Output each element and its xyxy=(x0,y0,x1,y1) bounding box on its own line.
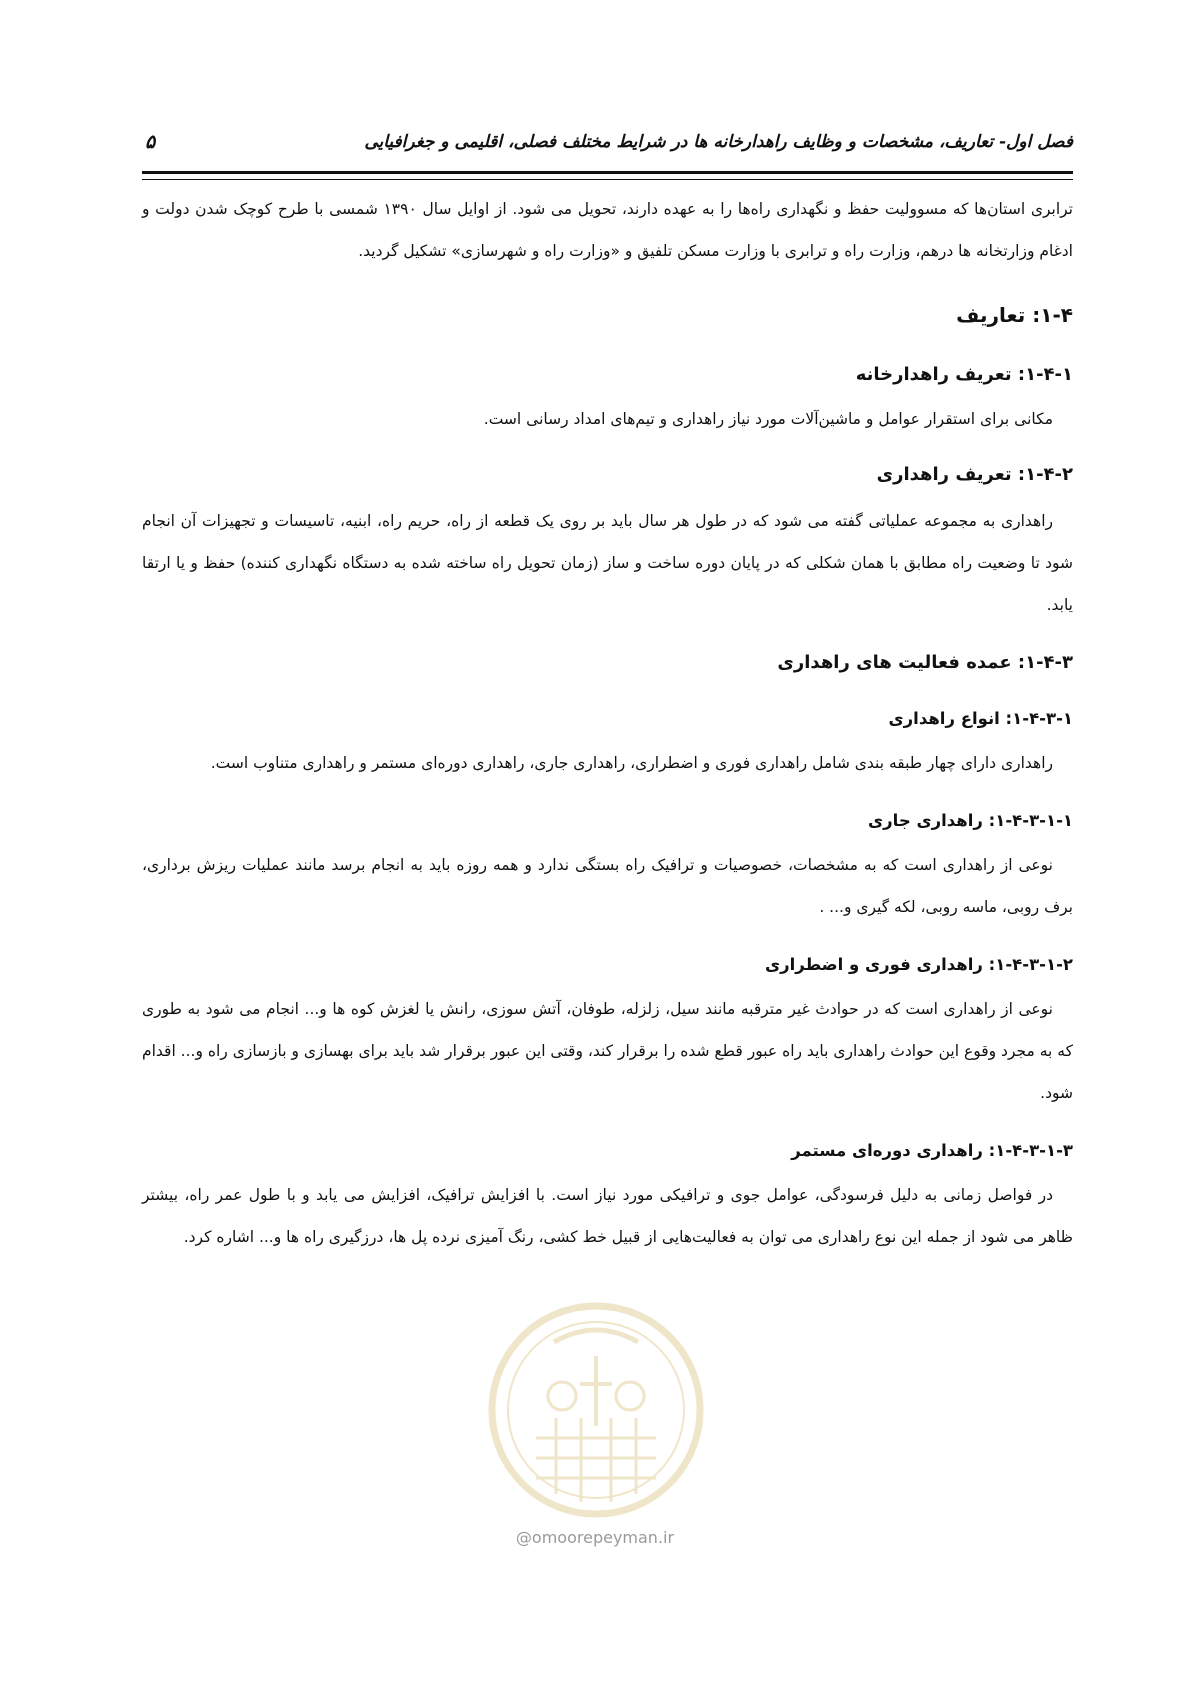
intro-paragraph: ترابری استان‌ها که مسوولیت حفظ و نگهداری راه‌ها را به عهده دارند، تحویل می شود. از اوایل سال ۱۳۹۰ شمسی با طرح کوچک شدن دولت و ادغام وزارتخانه ها درهم، وزارت راه و ترابری با وزارت مسکن تلفیق و «وزارت راه و شهرسازی» تشکیل گردید. xyxy=(142,200,1073,260)
heading-current-maintenance: ۱-۴-۳-۱-۱: راهداری جاری xyxy=(868,811,1073,830)
heading-definitions: ۱-۴: تعاریف xyxy=(956,303,1073,327)
running-header xyxy=(145,128,1073,162)
paragraph-periodic-maintenance: در فواصل زمانی به دلیل فرسودگی، عوامل جوی و ترافیکی مورد نیاز است. با افزایش ترافیک، افزایش می یابد و با طول عمر راه، بیشتر ظاهر می شود از جمله این نوع راهداری می توان به فعالیت‌هایی از قبیل خط کشی، رنگ آمیزی نرده پل ها، درزگیری راه ها و... اشاره کرد. xyxy=(142,1186,1073,1246)
heading-main-activities: ۱-۴-۳: عمده فعالیت های راهداری xyxy=(777,652,1073,673)
header-rule-thin xyxy=(142,179,1073,180)
heading-periodic-maintenance: ۱-۴-۳-۱-۳: راهداری دوره‌ای مستمر xyxy=(791,1141,1073,1160)
heading-rahdarkhaneh-definition: ۱-۴-۱: تعریف راهدارخانه xyxy=(855,364,1073,385)
page-number: ۵ xyxy=(145,131,156,153)
page-content xyxy=(142,188,1073,1258)
heading-rahdari-definition: ۱-۴-۲: تعریف راهداری xyxy=(876,464,1073,485)
paragraph-emergency-maintenance: نوعی از راهداری است که در حوادث غیر مترقبه مانند سیل، زلزله، طوفان، آتش سوزی، رانش یا لغزش کوه ها و... انجام می شود به طوری که به مجرد وقوع این حوادث راهداری باید راه عبور قطع شده را برقرار کند، وقتی این عبور برقرار شد باید برای بهسازی و بازسازی راه و... اقدام شود. xyxy=(142,1000,1073,1102)
watermark-seal-icon xyxy=(484,1298,708,1522)
heading-types: ۱-۴-۳-۱: انواع راهداری xyxy=(888,709,1073,728)
paragraph-current-maintenance: نوعی از راهداری است که به مشخصات، خصوصیات و ترافیک راه بستگی ندارد و همه روزه باید به انجام برسد مانند عملیات ریزش برداری، برف روبی، ماسه روبی، لکه گیری و... . xyxy=(142,856,1073,916)
header-rule-thick xyxy=(142,171,1073,174)
paragraph-rahdarkhaneh: مکانی برای استقرار عوامل و ماشین‌آلات مورد نیاز راهداری و تیم‌های امداد رسانی است. xyxy=(483,410,1053,428)
watermark-url: @omoorepeyman.ir xyxy=(515,1528,675,1547)
chapter-title: فصل اول- تعاریف، مشخصات و وظایف راهدارخانه ها در شرایط مختلف فصلی، اقلیمی و جغرافیایی xyxy=(364,132,1073,152)
paragraph-types: راهداری دارای چهار طبقه بندی شامل راهداری فوری و اضطراری، راهداری جاری، راهداری دوره‌ای مستمر و راهداری متناوب است. xyxy=(210,754,1053,772)
heading-emergency-maintenance: ۱-۴-۳-۱-۲: راهداری فوری و اضطراری xyxy=(765,955,1073,974)
paragraph-rahdari: راهداری به مجموعه عملیاتی گفته می شود که در طول هر سال باید بر روی یک قطعه از راه، حریم راه، ابنیه، تاسیسات و تجهیزات آن انجام شود تا وضعیت راه مطابق با همان شکلی که در پایان دوره ساخت و ساز (زمان تحویل راه ساخته شده به دستگاه نگهداری کننده) حفظ و یا ارتقا یابد. xyxy=(142,512,1073,614)
header-rule xyxy=(142,171,1073,182)
